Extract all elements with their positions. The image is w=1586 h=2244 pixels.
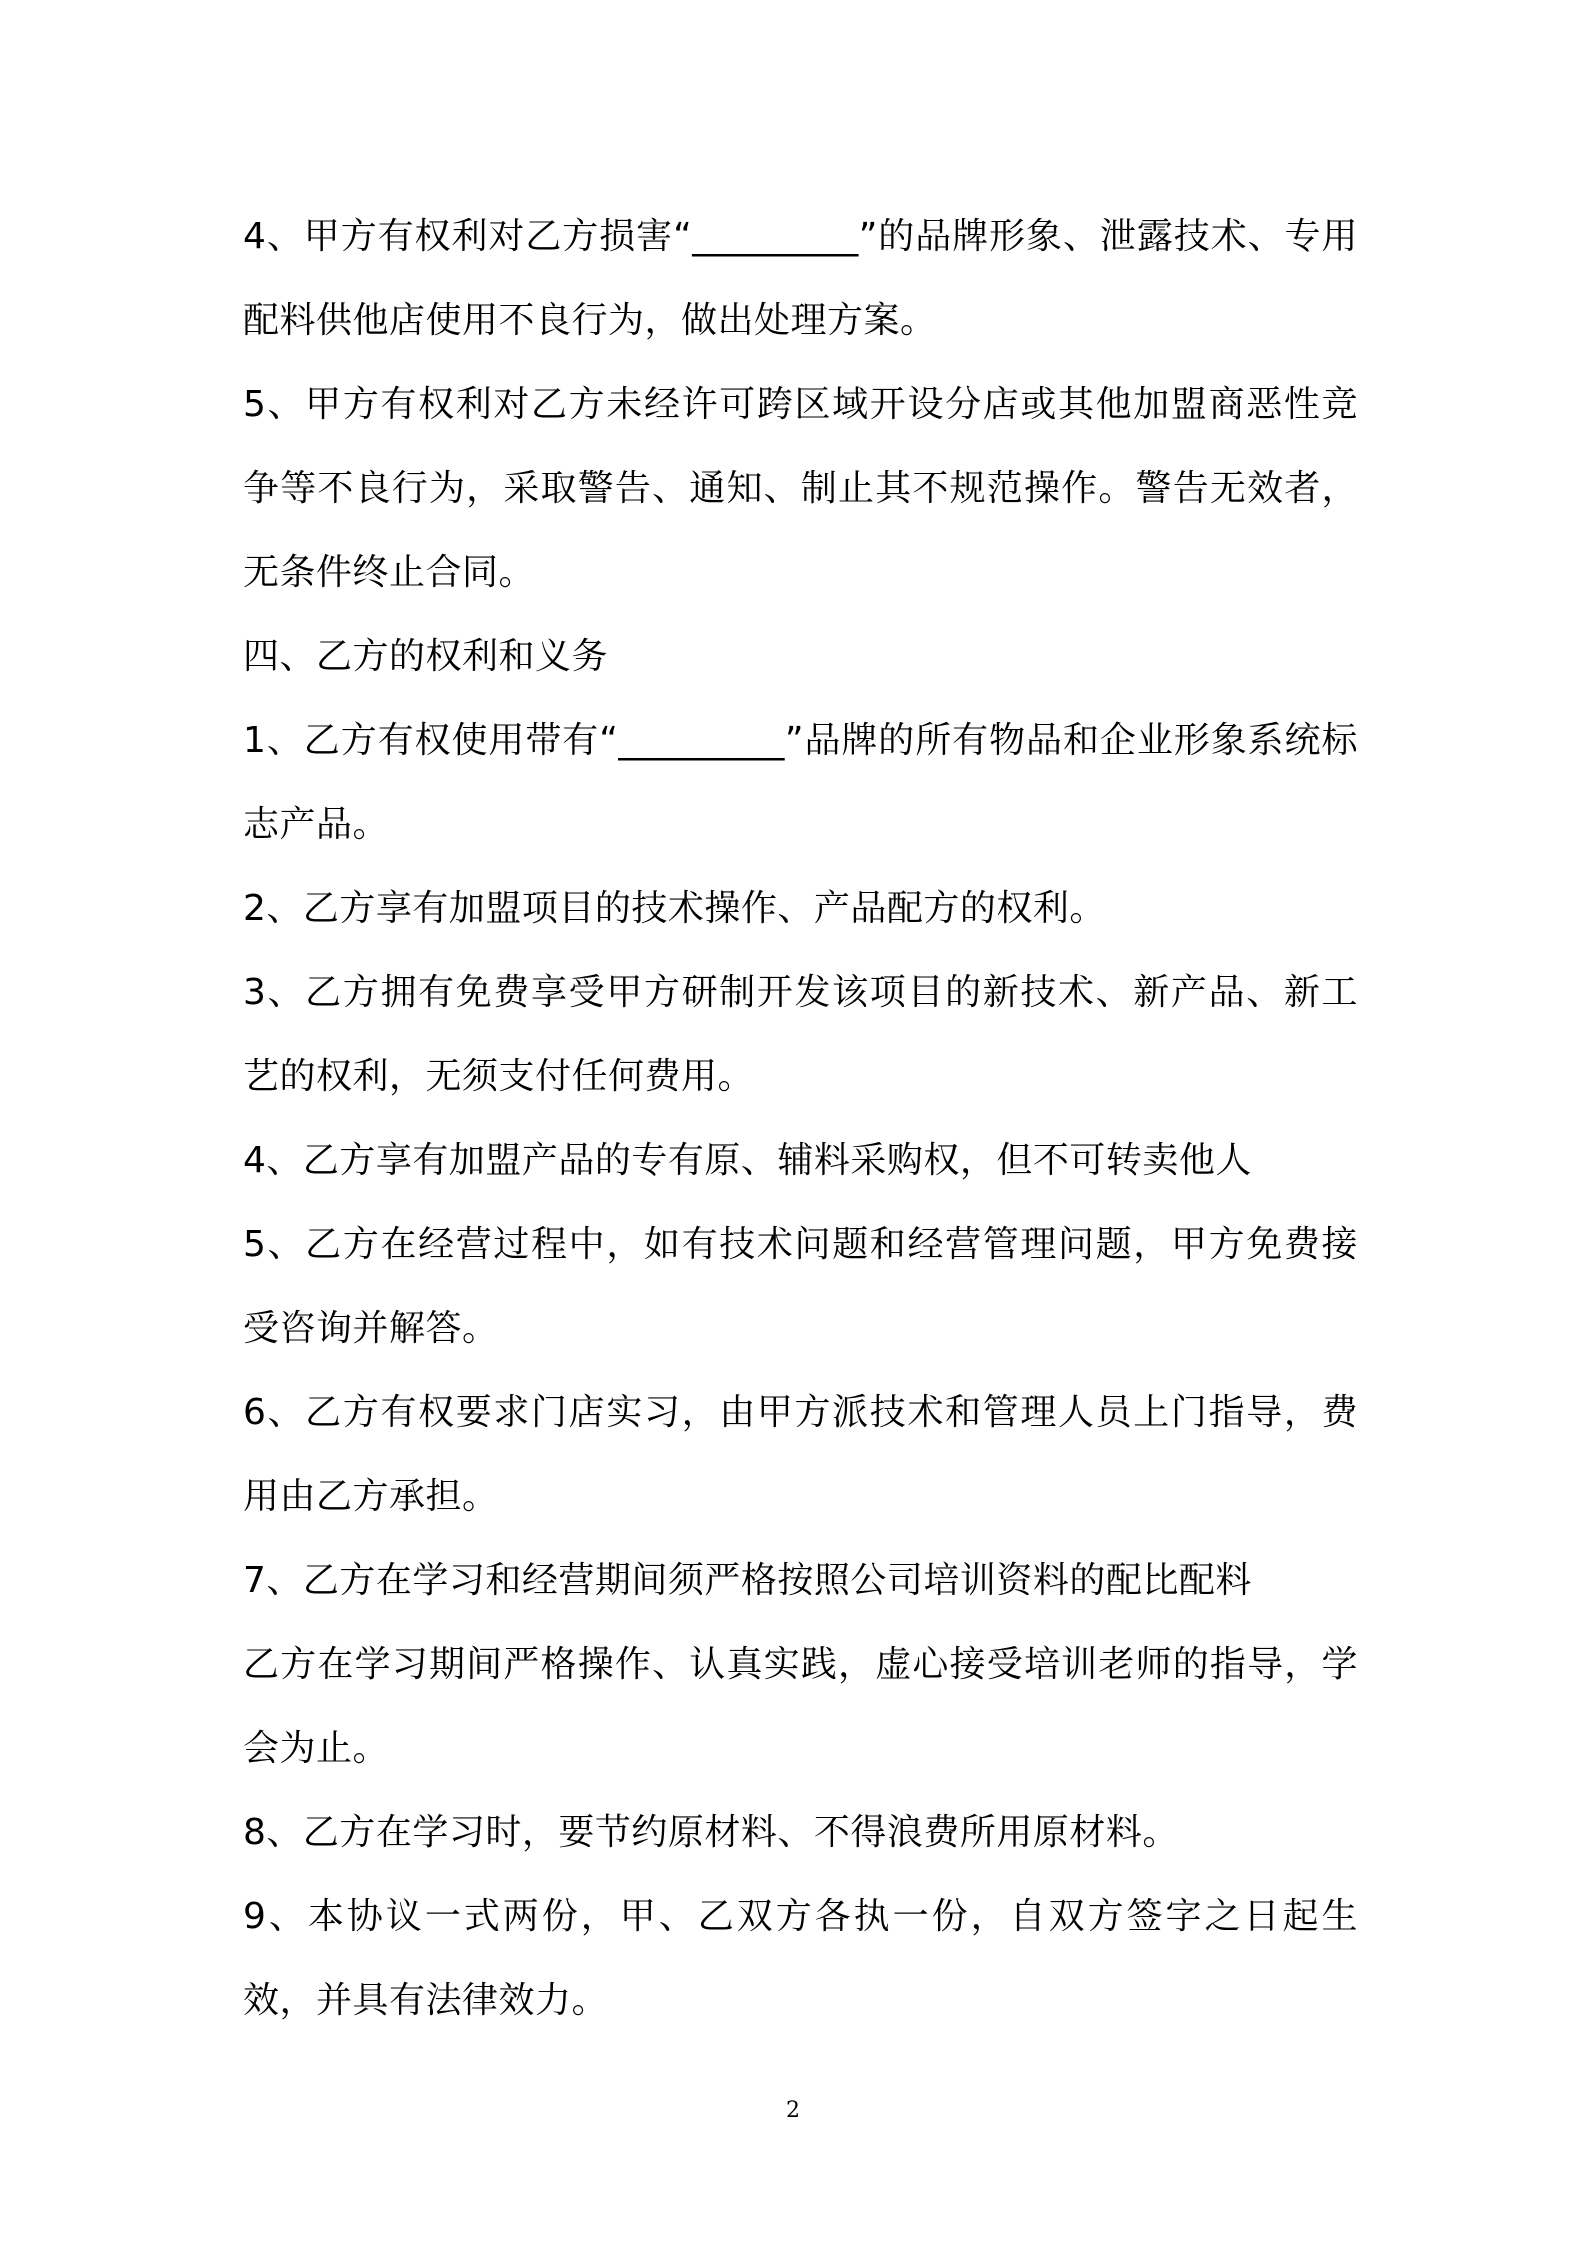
clause-jia-5: 5、甲方有权利对乙方未经许可跨区域开设分店或其他加盟商恶性竞争等不良行为，采取警告、通知、制止其不规范操作。警告无效者，无条件终止合同。 xyxy=(243,384,1358,593)
document-body xyxy=(243,195,1358,2043)
page-number: 2 xyxy=(786,2098,800,2123)
clause-yi-6: 6、乙方有权要求门店实习，由甲方派技术和管理人员上门指导，费用由乙方承担。 xyxy=(243,1392,1358,1517)
clause-yi-7: 7、乙方在学习和经营期间须严格按照公司培训资料的配比配料 xyxy=(243,1560,1252,1601)
clause-yi-5: 5、乙方在经营过程中，如有技术问题和经营管理问题，甲方免费接受咨询并解答。 xyxy=(243,1224,1358,1349)
clause-jia-4: 4、甲方有权利对乙方损害“_________”的品牌形象、泄露技术、专用配料供他店使用不良行为，做出处理方案。 xyxy=(243,216,1358,341)
section-heading-yi-rights: 四、乙方的权利和义务 xyxy=(243,636,609,677)
clause-yi-2: 2、乙方享有加盟项目的技术操作、产品配方的权利。 xyxy=(243,888,1106,929)
clause-yi-8: 8、乙方在学习时，要节约原材料、不得浪费所用原材料。 xyxy=(243,1812,1179,1853)
clause-yi-4: 4、乙方享有加盟产品的专有原、辅料采购权，但不可转卖他人 xyxy=(243,1140,1252,1181)
clause-yi-7-continued: 乙方在学习期间严格操作、认真实践，虚心接受培训老师的指导，学会为止。 xyxy=(243,1644,1358,1769)
clause-yi-3: 3、乙方拥有免费享受甲方研制开发该项目的新技术、新产品、新工艺的权利，无须支付任何费用。 xyxy=(243,972,1358,1097)
clause-yi-9: 9、本协议一式两份，甲、乙双方各执一份，自双方签字之日起生效，并具有法律效力。 xyxy=(243,1896,1358,2021)
clause-yi-1: 1、乙方有权使用带有“_________”品牌的所有物品和企业形象系统标志产品。 xyxy=(243,720,1358,845)
